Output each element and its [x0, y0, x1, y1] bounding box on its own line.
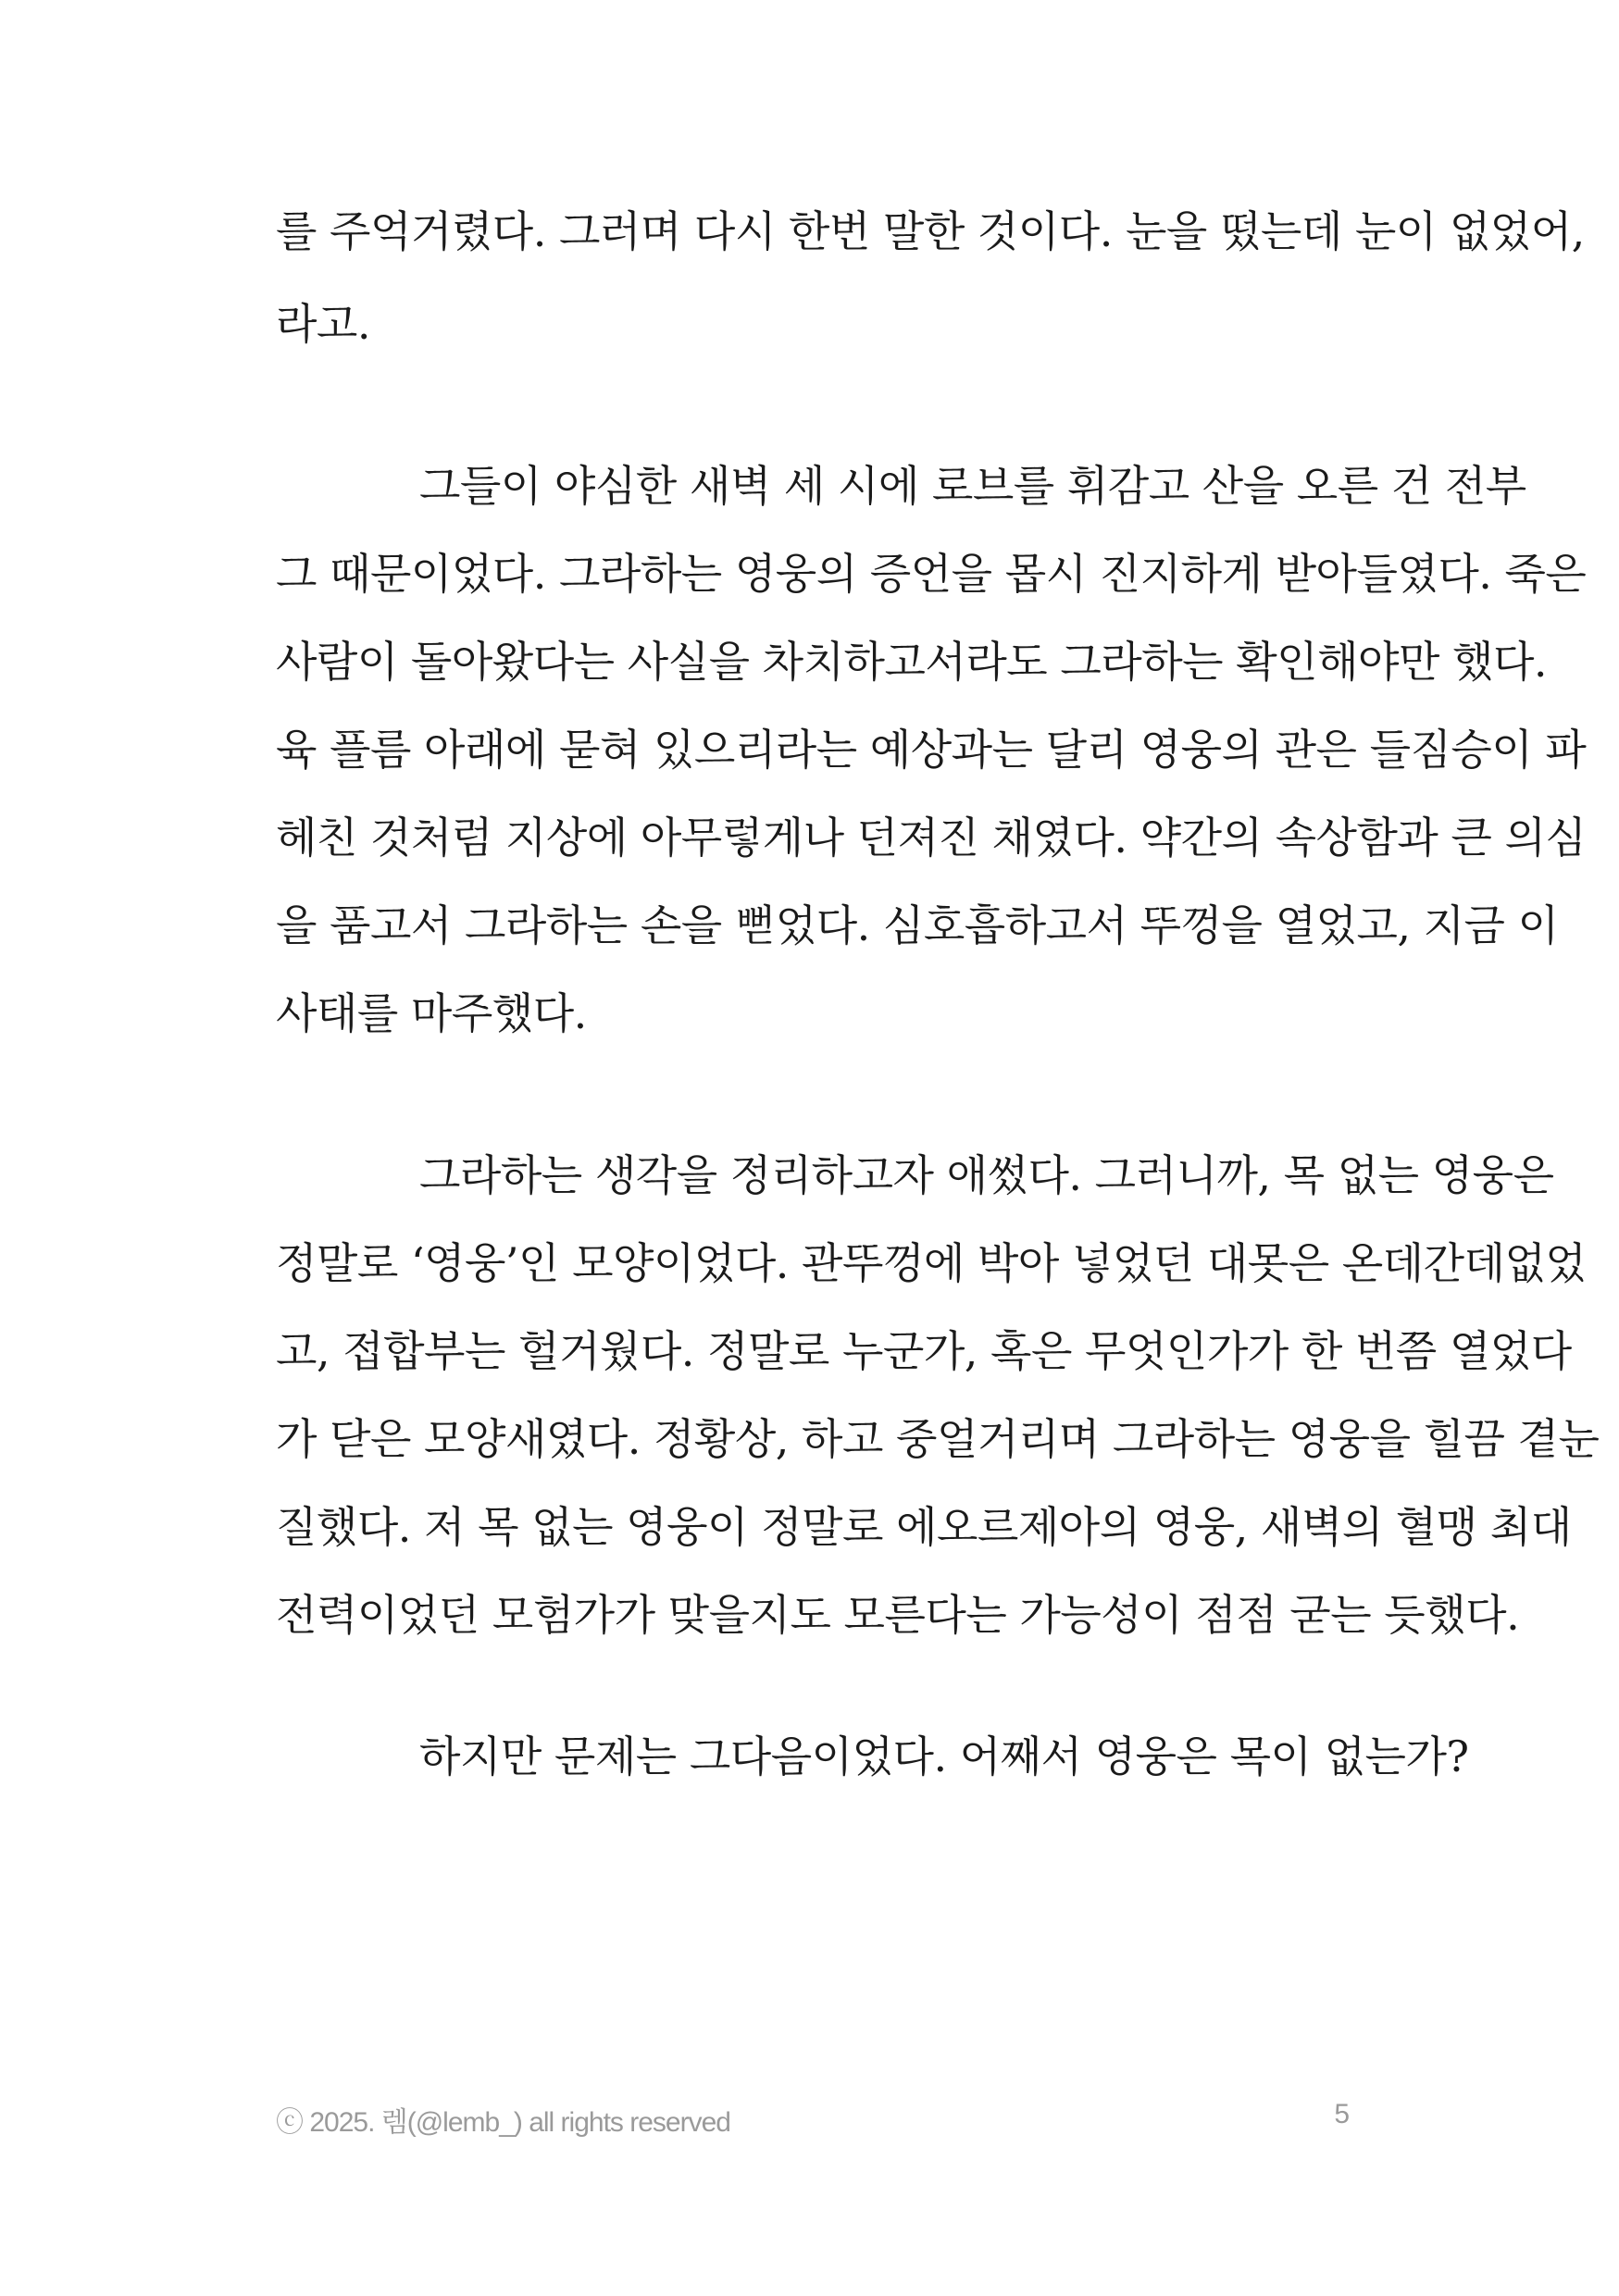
text-line: 를 주억거렸다. 그러며 다시 한번 말한 것이다. 눈을 떴는데 눈이 없었어,	[276, 206, 1585, 256]
text-line: 사태를 마주했다.	[276, 988, 587, 1038]
text-line: 그들이 야심한 새벽 세 시에 로브를 휘감고 산을 오른 건 전부	[419, 461, 1526, 511]
text-line: 그라하는 생각을 정리하고자 애썼다. 그러니까, 목 없는 영웅은	[419, 1150, 1554, 1200]
text-line: 고, 접합부는 헐거웠다. 정말로 누군가, 혹은 무엇인가가 한 번쯤 열었다	[276, 1326, 1572, 1376]
text-line: 그 때문이었다. 그라하는 영웅의 증언을 몹시 진지하게 받아들였다. 죽은	[276, 549, 1587, 599]
text-line: 전력이었던 모험가가 맞을지도 모른다는 가능성이 점점 굳는 듯했다.	[276, 1590, 1520, 1640]
text-line: 질했다. 저 목 없는 영웅이 정말로 에오르제아의 영웅, 새벽의 혈맹 최대	[276, 1502, 1572, 1552]
text-line: 사람이 돌아왔다는 사실을 차치하고서라도 그라하는 확인해야만 했다.	[276, 637, 1547, 687]
text-line: 헤친 것처럼 지상에 아무렇게나 던져진 채였다. 약간의 속상함과 큰 의심	[276, 813, 1587, 863]
copyright-notice: ⓒ 2025. 렘(@lemb_) all rights reserved	[276, 2107, 730, 2138]
page-footer	[276, 2099, 1350, 2145]
text-line: 정말로 ‘영웅’인 모양이었다. 관뚜껑에 박아 넣었던 대못은 온데간데없었	[276, 1238, 1587, 1288]
page-number: 5	[1334, 2099, 1350, 2129]
text-line: 을 품고서 그라하는 손을 뻗었다. 심호흡하고서 뚜껑을 열었고, 지금 이	[276, 900, 1559, 950]
text-line: 라고.	[276, 299, 370, 349]
text-line: 가 닫은 모양새였다. 정황상, 하고 중얼거리며 그라하는 영웅을 힐끔 곁눈	[276, 1414, 1600, 1464]
text-line: 육 플름 아래에 묻혀 있으리라는 예상과는 달리 영웅의 관은 들짐승이 파	[276, 725, 1587, 775]
text-line: 하지만 문제는 그다음이었다. 어째서 영웅은 목이 없는가?	[419, 1731, 1469, 1781]
